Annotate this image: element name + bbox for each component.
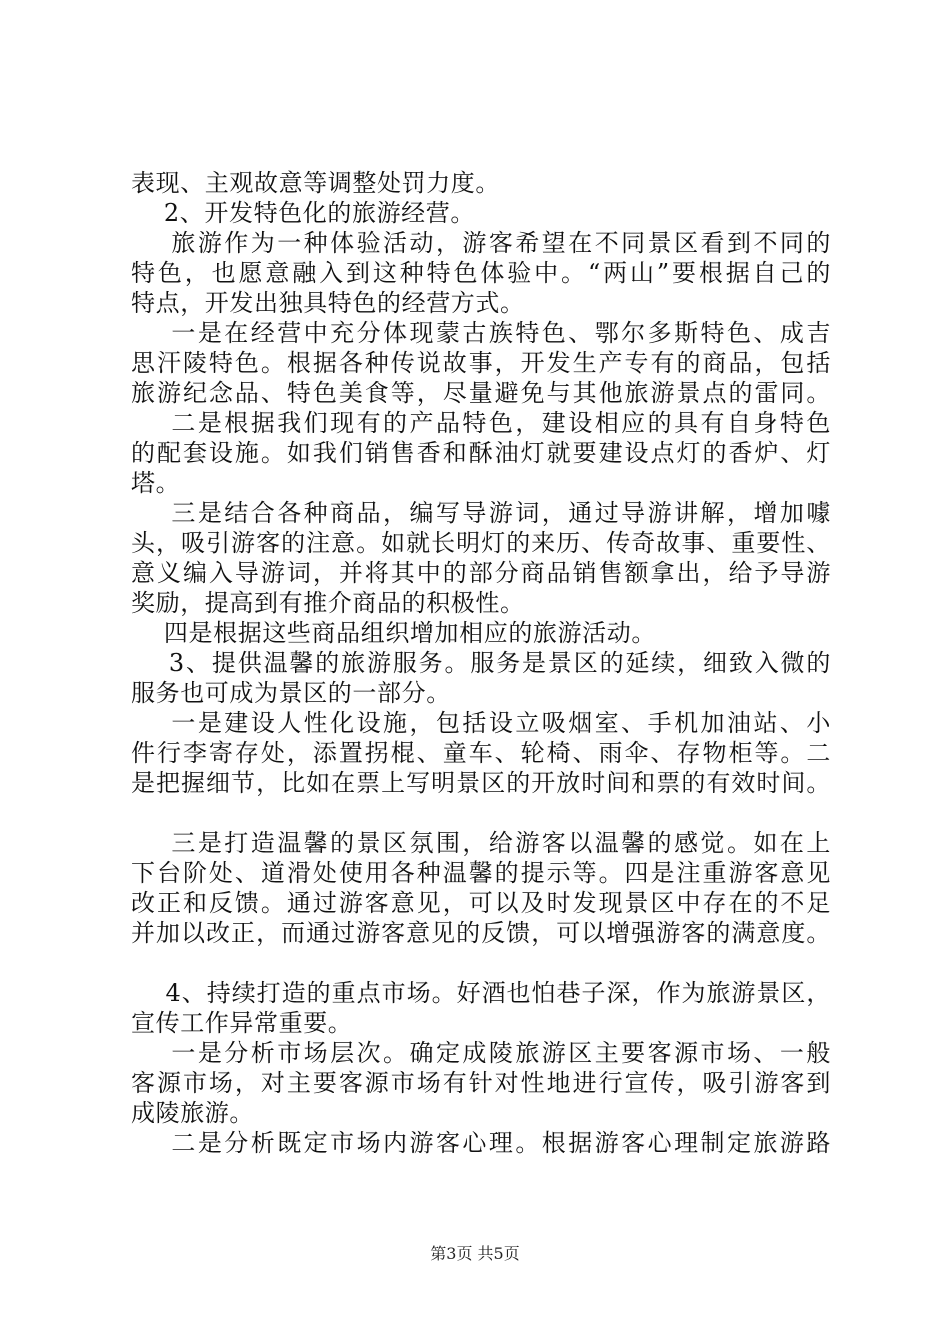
text-line: 三是结合各种商品，编写导游词，通过导游讲解，增加噱 [131, 499, 831, 527]
text-line: 四是根据这些商品组织增加相应的旅游活动。 [131, 619, 656, 647]
text-line: 二是根据我们现有的产品特色，建设相应的具有自身特色 [131, 409, 831, 437]
text-line: 旅游纪念品、特色美食等，尽量避免与其他旅游景点的雷同。 [131, 379, 831, 407]
text-line: 的配套设施。如我们销售香和酥油灯就要建设点灯的香炉、灯 [131, 439, 831, 467]
text-line: 三是打造温馨的景区氛围，给游客以温馨的感觉。如在上 [131, 829, 831, 857]
text-line: 表现、主观故意等调整处罚力度。 [131, 169, 500, 197]
text-line: 思汗陵特色。根据各种传说故事，开发生产专有的商品，包括 [131, 349, 831, 377]
text-line: 客源市场，对主要客源市场有针对性地进行宣传，吸引游客到 [131, 1069, 831, 1097]
text-line: 头，吸引游客的注意。如就长明灯的来历、传奇故事、重要性、 [131, 529, 831, 557]
text-line: 并加以改正，而通过游客意见的反馈，可以增强游客的满意度。 [131, 919, 831, 947]
text-line: 宣传工作异常重要。 [131, 1009, 353, 1037]
text-line: 一是建设人性化设施，包括设立吸烟室、手机加油站、小 [131, 709, 831, 737]
page-number-footer: 第3页 共5页 [430, 1244, 520, 1263]
text-line: 二是分析既定市场内游客心理。根据游客心理制定旅游路 [131, 1129, 831, 1157]
text-line: 奖励，提高到有推介商品的积极性。 [131, 589, 525, 617]
text-line: 4、持续打造的重点市场。好酒也怕巷子深，作为旅游景区， [131, 979, 831, 1007]
text-line: 3、提供温馨的旅游服务。服务是景区的延续，细致入微的 [131, 649, 831, 677]
text-line: 成陵旅游。 [131, 1099, 254, 1127]
text-line: 意义编入导游词，并将其中的部分商品销售额拿出，给予导游 [131, 559, 831, 587]
text-line: 是把握细节，比如在票上写明景区的开放时间和票的有效时间。 [131, 769, 831, 797]
text-line: 塔。 [131, 469, 181, 497]
text-line: 2、开发特色化的旅游经营。 [131, 199, 475, 227]
text-line: 一是在经营中充分体现蒙古族特色、鄂尔多斯特色、成吉 [131, 319, 831, 347]
document-body [131, 168, 831, 1158]
text-line: 件行李寄存处，添置拐棍、童车、轮椅、雨伞、存物柜等。二 [131, 739, 831, 767]
text-line: 旅游作为一种体验活动，游客希望在不同景区看到不同的 [131, 229, 831, 257]
text-line: 改正和反馈。通过游客意见，可以及时发现景区中存在的不足 [131, 889, 831, 917]
text-line: 一是分析市场层次。确定成陵旅游区主要客源市场、一般 [131, 1039, 831, 1067]
text-line: 特色，也愿意融入到这种特色体验中。“两山”要根据自己的 [131, 259, 831, 287]
text-line: 服务也可成为景区的一部分。 [131, 679, 451, 707]
text-line: 下台阶处、道滑处使用各种温馨的提示等。四是注重游客意见 [131, 859, 831, 887]
text-line: 特点，开发出独具特色的经营方式。 [131, 289, 525, 317]
